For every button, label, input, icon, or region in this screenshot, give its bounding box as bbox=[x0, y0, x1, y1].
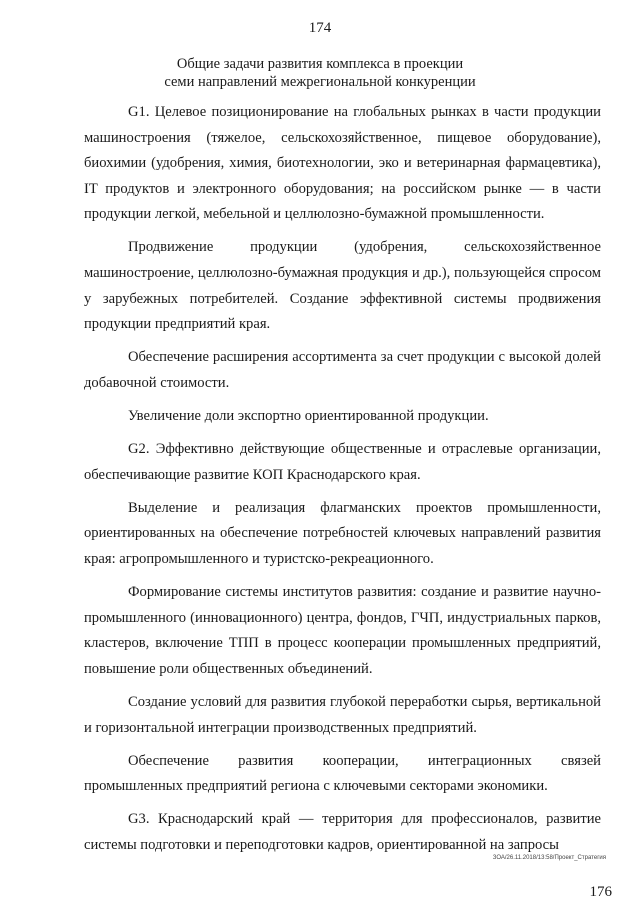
heading-line-2: семи направлений межрегиональной конкуренции bbox=[164, 74, 476, 90]
paragraph-assortment: Обеспечение расширения ассортимента за счет продукции с высокой долей добавочной стоимости. bbox=[84, 349, 601, 391]
corner-page-number: 176 bbox=[589, 884, 612, 900]
page-number: 174 bbox=[308, 20, 332, 36]
heading-line-1: Общие задачи развития комплекса в проекции bbox=[176, 56, 464, 72]
body-text bbox=[84, 100, 601, 866]
paragraph-processing: Создание условий для развития глубокой переработки сырья, вертикальной и горизонтальной интеграции производственных предприятий. bbox=[84, 693, 601, 736]
section-heading bbox=[60, 55, 580, 91]
paragraph-export: Увеличение доли экспортно ориентированной продукции. bbox=[128, 408, 489, 425]
footer-stamp: ЗОА/26.11.2018/13:58/Проект_Стратегия bbox=[492, 855, 606, 861]
paragraph-cooperation: Обеспечение развития кооперации, интеграционных связей промышленных предприятий региона с ключевыми секторами экономики. bbox=[84, 752, 601, 795]
paragraph-institutes: Формирование системы институтов развития: создание и развитие научно-промышленного (инновационного) центра, фондов, ГЧП, индустриальных парков, кластеров, включение ТПП в процесс кооперации промышленных предприятий, повышение роли общественных объединений. bbox=[84, 584, 601, 677]
paragraph-flagship: Выделение и реализация флагманских проектов промышленности, ориентированных на обеспечение потребностей ключевых направлений развития края: агропромышленного и туристско-рекреационного. bbox=[84, 499, 601, 567]
paragraph-promotion: Продвижение продукции (удобрения, сельскохозяйственное машиностроение, целлюлозно-бумажная продукция и др.), пользующейся спросом у зарубежных потребителей. Создание эффективной системы продвижения продукции предприятий края. bbox=[84, 239, 601, 333]
paragraph-g1: G1. Целевое позиционирование на глобальных рынках в части продукции машиностроения (тяжелое, сельскохозяйственное, пищевое оборудование), биохимии (удобрения, химия, биотехнологии, эко и ветеринарная фармацевтика), IT продуктов и электронного оборудования; на российском рынке — в части продукции легкой, мебельной и целлюлозно-бумажной промышленности. bbox=[84, 104, 601, 223]
paragraph-g2: G2. Эффективно действующие общественные и отраслевые организации, обеспечивающие развитие КОП Краснодарского края. bbox=[84, 441, 601, 483]
paragraph-g3: G3. Краснодарский край — территория для профессионалов, развитие системы подготовки и переподготовки кадров, ориентированной на запросы bbox=[84, 811, 601, 853]
